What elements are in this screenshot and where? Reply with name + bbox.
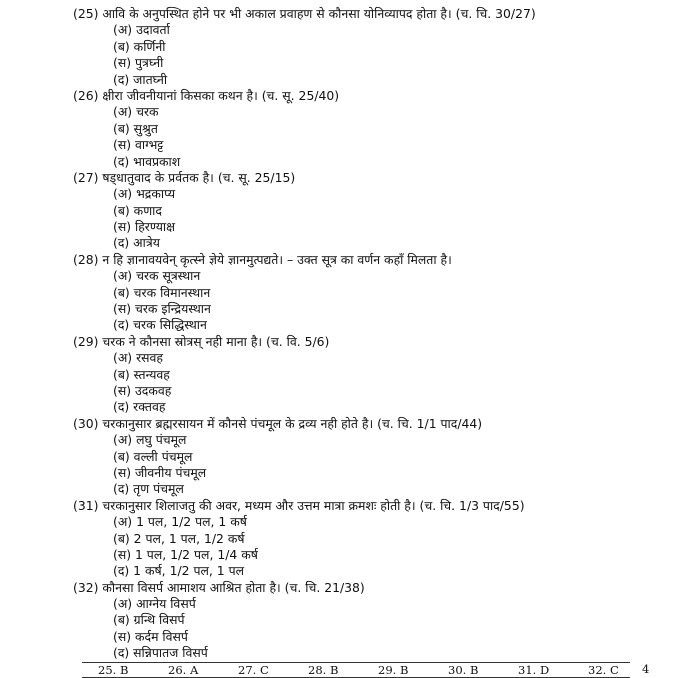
option-b: (ब) ग्रन्थि विसर्प xyxy=(113,612,185,628)
option-d: (द) सन्निपातज विसर्प xyxy=(113,645,208,661)
option-c: (स) कर्दम विसर्प xyxy=(113,628,188,644)
option-d: (द) जातघ्नी xyxy=(113,71,168,87)
question-27 xyxy=(73,170,673,252)
option-b: (ब) चरक विमानस्थान xyxy=(113,284,211,300)
question-body: चरक ने कौनसा स्रोत्रस् नही माना है। (च. वि. 5/6) xyxy=(102,333,330,349)
option-d: (द) 1 कर्ष, 1/2 पल, 1 पल xyxy=(113,563,245,579)
question-30 xyxy=(73,416,673,498)
question-25 xyxy=(73,6,673,88)
question-text xyxy=(73,88,673,104)
question-text xyxy=(73,334,673,350)
option-a: (अ) भद्रकाप्य xyxy=(113,186,176,202)
question-body: षड्धातुवाद के प्रर्वतक है। (च. सू. 25/15) xyxy=(102,169,296,185)
option-b: (ब) कणाद xyxy=(113,202,162,218)
answer-key-item: 31. D xyxy=(518,663,550,677)
question-number: (26) xyxy=(73,87,99,103)
option-d: (द) आत्रेय xyxy=(113,235,160,251)
question-body: क्षीरा जीवनीयानां किसका कथन है। (च. सू. 25/40) xyxy=(102,87,340,103)
option-c: (स) हिरण्याक्ष xyxy=(113,219,176,235)
question-body: चरकानुसार शिलाजतु की अवर, मध्यम और उत्तम मात्रा क्रमशः होती है। (च. चि. 1/3 पाद/55) xyxy=(102,497,525,513)
question-body: आवि के अनुपस्थित होने पर भी अकाल प्रवाहण से कौनसा योनिव्यापद होता है। (च. चि. 30/27) xyxy=(102,6,536,21)
option-a: (अ) चरक सूत्रस्थान xyxy=(113,268,201,284)
question-text xyxy=(73,170,673,186)
option-c: (स) उदकवह xyxy=(113,382,172,398)
question-number: (27) xyxy=(73,169,99,185)
option-b: (ब) कर्णिनी xyxy=(113,38,166,54)
option-b: (ब) 2 पल, 1 पल, 1/2 कर्ष xyxy=(113,530,245,546)
answer-key-item: 32. C xyxy=(588,663,619,677)
option-a: (अ) चरक xyxy=(113,104,159,120)
question-text xyxy=(73,580,673,596)
option-b: (ब) स्तन्यवह xyxy=(113,366,170,382)
option-b: (ब) सुश्रुत xyxy=(113,120,158,136)
question-number: (31) xyxy=(73,497,99,513)
option-a: (अ) आग्नेय विसर्प xyxy=(113,596,196,612)
question-number: (32) xyxy=(73,579,99,595)
question-list xyxy=(73,6,673,662)
question-number: (25) xyxy=(73,6,99,21)
question-text xyxy=(73,6,673,22)
option-c: (स) चरक इन्द्रियस्थान xyxy=(113,301,211,317)
option-a: (अ) रसवह xyxy=(113,350,163,366)
question-number: (29) xyxy=(73,333,99,349)
question-31 xyxy=(73,498,673,580)
question-text xyxy=(73,498,673,514)
answer-key-item: 25. B xyxy=(98,663,129,677)
option-c: (स) जीवनीय पंचमूल xyxy=(113,464,207,480)
answer-key-item: 26. A xyxy=(168,663,199,677)
question-text xyxy=(73,252,673,268)
option-c: (स) वाग्भट्ट xyxy=(113,137,164,153)
answer-key-row xyxy=(82,662,630,678)
question-number: (28) xyxy=(73,251,99,267)
question-body: कौनसा विसर्प आमाशय आश्रित होता है। (च. चि. 21/38) xyxy=(102,579,365,595)
option-d: (द) चरक सिद्धिस्थान xyxy=(113,317,207,333)
question-28 xyxy=(73,252,673,334)
answer-key-item: 28. B xyxy=(308,663,339,677)
option-d: (द) भावप्रकाश xyxy=(113,153,181,169)
question-text xyxy=(73,416,673,432)
question-26 xyxy=(73,88,673,170)
question-body: न हि ज्ञानावयवेन् कृत्स्ने ज्ञेये ज्ञानमुत्पद्यते। – उक्त सूत्र का वर्णन कहाँ मिलता है। xyxy=(102,251,452,267)
option-a: (अ) लघु पंचमूल xyxy=(113,432,187,448)
option-a: (अ) 1 पल, 1/2 पल, 1 कर्ष xyxy=(113,514,247,530)
option-c: (स) पुत्रघ्नी xyxy=(113,55,164,71)
question-number: (30) xyxy=(73,415,99,431)
option-d: (द) रक्तवह xyxy=(113,399,166,415)
answer-key-item: 29. B xyxy=(378,663,409,677)
answer-key-item: 30. B xyxy=(448,663,479,677)
answer-key-item: 27. C xyxy=(238,663,269,677)
question-body: चरकानुसार ब्रह्मरसायन में कौनसे पंचमूल के द्रव्य नही होते है। (च. चि. 1/1 पाद/44) xyxy=(102,415,483,431)
page-number: 4 xyxy=(642,662,650,676)
question-29 xyxy=(73,334,673,416)
question-32 xyxy=(73,580,673,662)
option-c: (स) 1 पल, 1/2 पल, 1/4 कर्ष xyxy=(113,546,258,562)
option-b: (ब) वल्ली पंचमूल xyxy=(113,448,193,464)
option-d: (द) तृण पंचमूल xyxy=(113,481,184,497)
option-a: (अ) उदावर्ता xyxy=(113,22,170,38)
